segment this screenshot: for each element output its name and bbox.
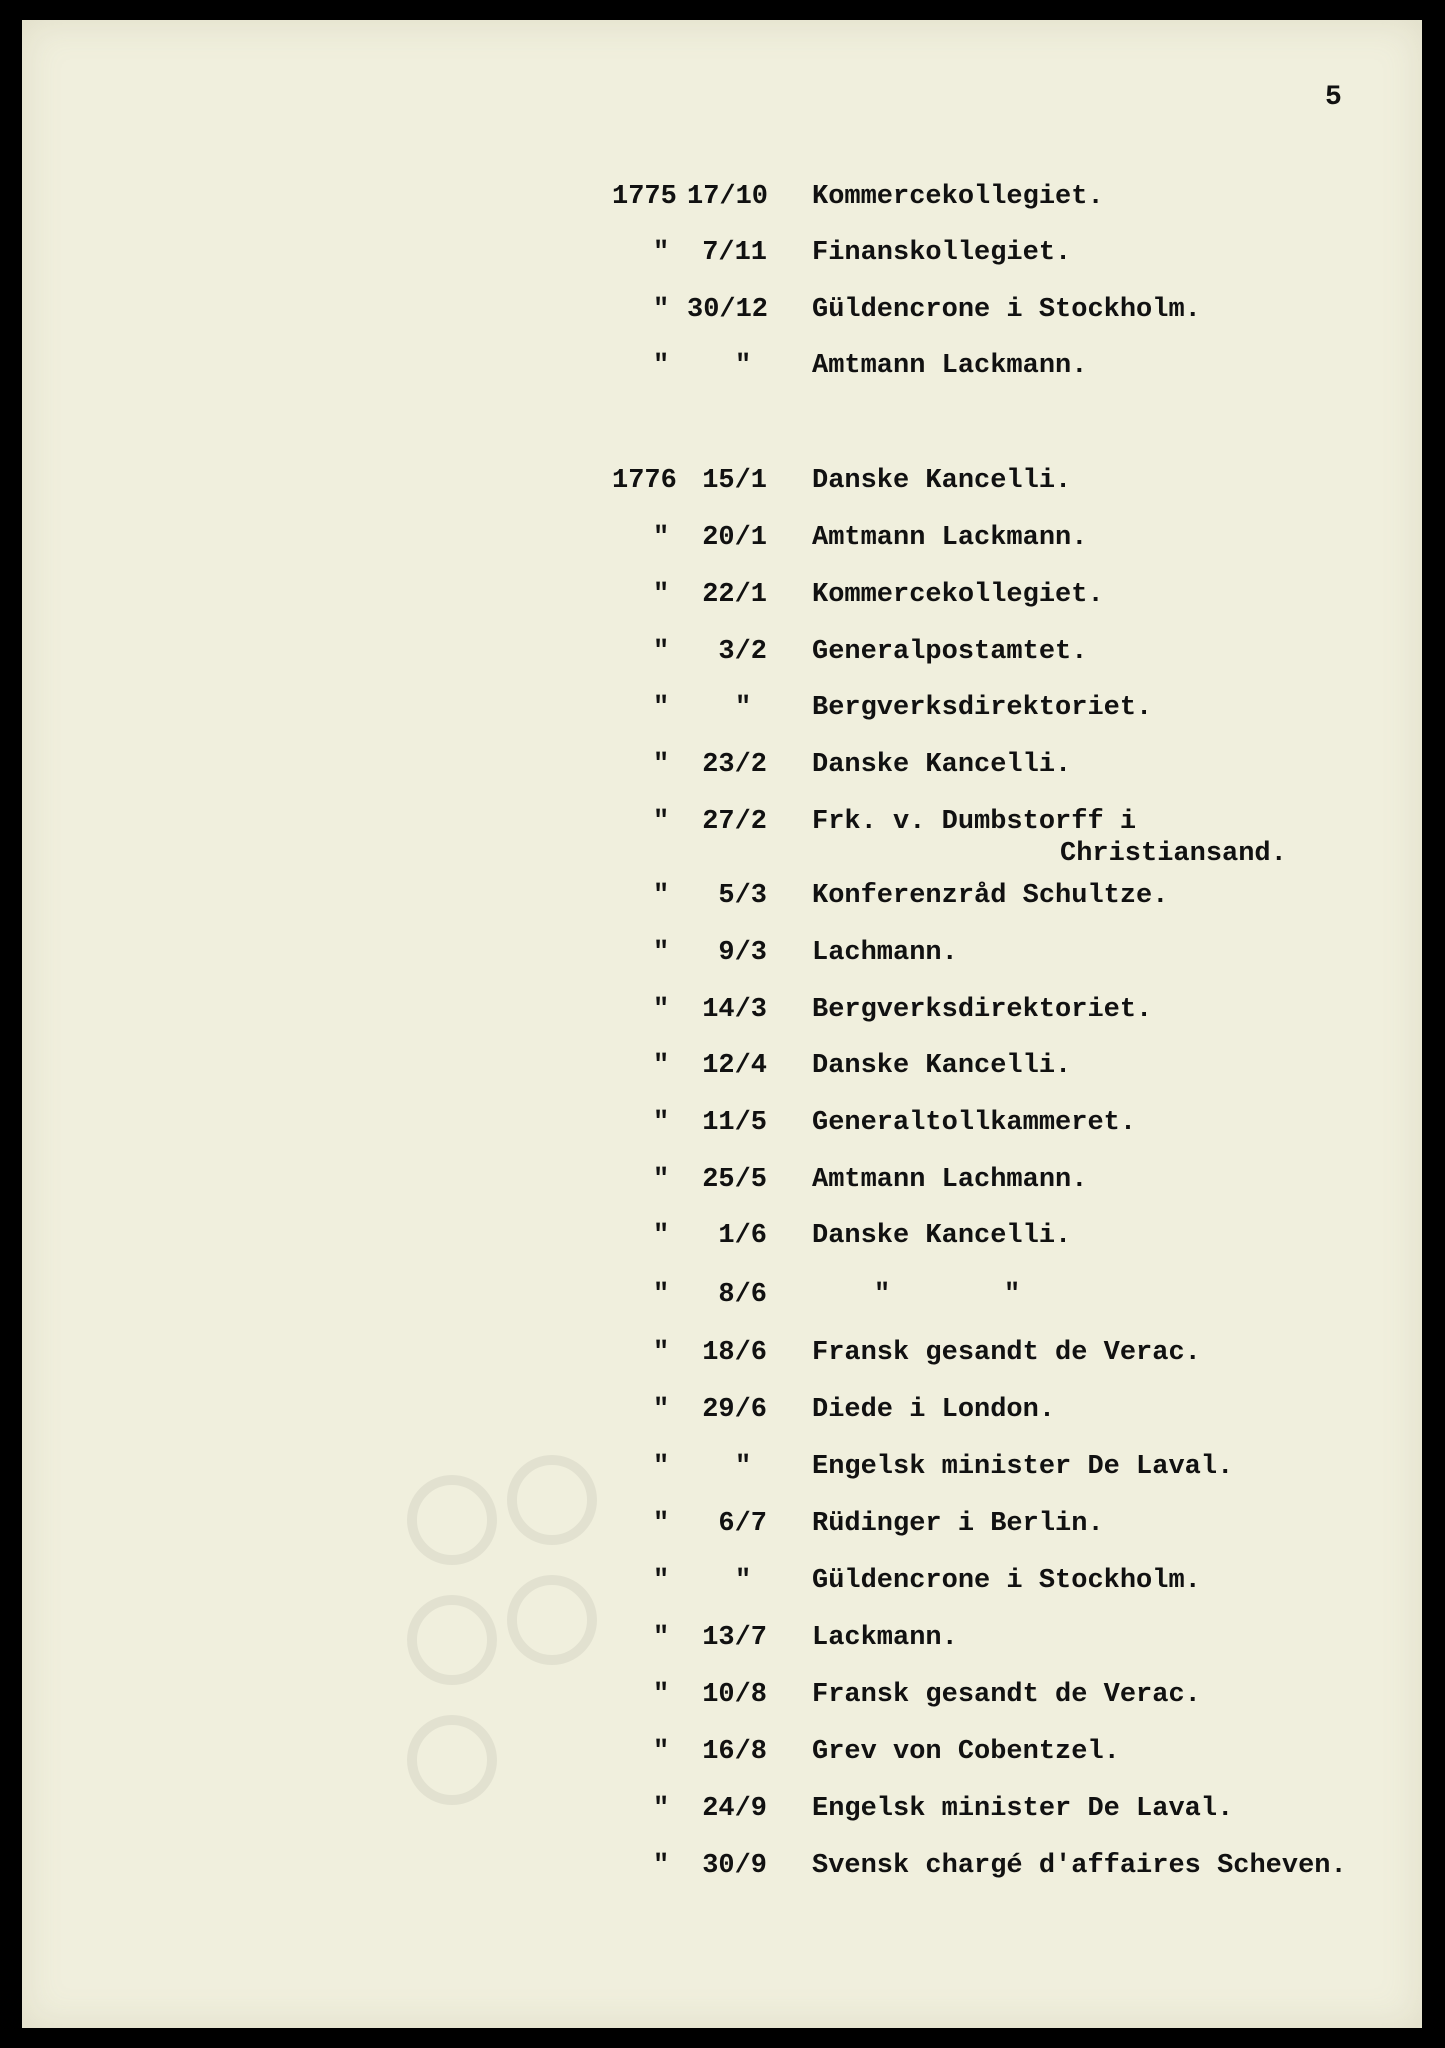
- entry-date: 8/6: [718, 1280, 767, 1310]
- entry-recipient: Engelsk minister De Laval.: [812, 1452, 1234, 1482]
- entry-date: 7/11: [702, 238, 767, 268]
- date-ditto-mark: ": [735, 693, 752, 723]
- entry-date: 3/2: [718, 637, 767, 667]
- year-ditto-mark: ": [653, 1794, 670, 1824]
- entry-recipient: Amtmann Lachmann.: [812, 1165, 1088, 1195]
- entry-year: 1775: [612, 182, 677, 212]
- entry-date: 30/12: [687, 295, 769, 325]
- entry-recipient: Amtmann Lackmann.: [812, 523, 1088, 553]
- date-ditto-mark: ": [735, 1452, 752, 1482]
- year-ditto-mark: ": [653, 1623, 670, 1653]
- entry-recipient: Generaltollkammeret.: [812, 1108, 1137, 1138]
- year-ditto-mark: ": [653, 750, 670, 780]
- entry-recipient: Kommercekollegiet.: [812, 182, 1104, 212]
- year-ditto-mark: ": [653, 938, 670, 968]
- year-ditto-mark: ": [653, 1680, 670, 1710]
- entry-recipient: Fransk gesandt de Verac.: [812, 1680, 1201, 1710]
- year-ditto-mark: ": [653, 1452, 670, 1482]
- entry-date: 15/1: [702, 466, 767, 496]
- year-ditto-mark: ": [653, 995, 670, 1025]
- year-ditto-mark: ": [653, 295, 670, 325]
- year-ditto-mark: ": [653, 1509, 670, 1539]
- entry-date: 23/2: [702, 750, 767, 780]
- entry-year: 1776: [612, 466, 677, 496]
- entry-recipient: Bergverksdirektoriet.: [812, 995, 1153, 1025]
- entry-date: 6/7: [718, 1509, 767, 1539]
- entry-recipient: Güldencrone i Stockholm.: [812, 295, 1201, 325]
- entry-date: 11/5: [702, 1108, 767, 1138]
- entry-date: 29/6: [702, 1395, 767, 1425]
- entry-recipient: Güldencrone i Stockholm.: [812, 1566, 1201, 1596]
- entry-recipient: Danske Kancelli.: [812, 750, 1072, 780]
- entry-recipient: Bergverksdirektoriet.: [812, 693, 1153, 723]
- year-ditto-mark: ": [653, 1737, 670, 1767]
- entry-date: 20/1: [702, 523, 767, 553]
- year-ditto-mark: ": [653, 1165, 670, 1195]
- entry-date: 17/10: [687, 182, 769, 212]
- entry-recipient: Svensk chargé d'affaires Scheven.: [812, 1851, 1347, 1881]
- entry-recipient: Kommercekollegiet.: [812, 580, 1104, 610]
- document-page: [22, 20, 1422, 2028]
- recipient-ditto-mark: ": [874, 1280, 891, 1310]
- year-ditto-mark: ": [653, 351, 670, 381]
- year-ditto-mark: ": [653, 1108, 670, 1138]
- entry-date: 9/3: [718, 938, 767, 968]
- year-ditto-mark: ": [653, 1851, 670, 1881]
- year-ditto-mark: ": [653, 637, 670, 667]
- entry-date: 22/1: [702, 580, 767, 610]
- year-ditto-mark: ": [653, 1280, 670, 1310]
- entry-recipient: Rüdinger i Berlin.: [812, 1509, 1104, 1539]
- year-ditto-mark: ": [653, 1338, 670, 1368]
- entry-date: 16/8: [702, 1737, 767, 1767]
- faint-stamp-watermark: [362, 220, 622, 1920]
- date-ditto-mark: ": [735, 351, 752, 381]
- recipient-ditto-mark: ": [1004, 1280, 1021, 1310]
- entry-date: 25/5: [702, 1165, 767, 1195]
- entry-date: 14/3: [702, 995, 767, 1025]
- entry-recipient: Engelsk minister De Laval.: [812, 1794, 1234, 1824]
- date-ditto-mark: ": [735, 1566, 752, 1596]
- entry-recipient: Danske Kancelli.: [812, 466, 1072, 496]
- entry-recipient-continued: Christiansand.: [1060, 839, 1287, 869]
- entry-date: 5/3: [718, 881, 767, 911]
- year-ditto-mark: ": [653, 1395, 670, 1425]
- entry-date: 1/6: [718, 1221, 767, 1251]
- entry-recipient: Grev von Cobentzel.: [812, 1737, 1120, 1767]
- entry-recipient: Lachmann.: [812, 938, 958, 968]
- year-ditto-mark: ": [653, 1221, 670, 1251]
- year-ditto-mark: ": [653, 807, 670, 837]
- entry-date: 18/6: [702, 1338, 767, 1368]
- year-ditto-mark: ": [653, 1566, 670, 1596]
- entry-recipient: Finanskollegiet.: [812, 238, 1072, 268]
- entry-recipient: Diede i London.: [812, 1395, 1056, 1425]
- year-ditto-mark: ": [653, 580, 670, 610]
- entry-date: 27/2: [702, 807, 767, 837]
- entry-recipient: Danske Kancelli.: [812, 1051, 1072, 1081]
- page-number: 5: [1325, 82, 1342, 113]
- year-ditto-mark: ": [653, 238, 670, 268]
- year-ditto-mark: ": [653, 881, 670, 911]
- year-ditto-mark: ": [653, 1051, 670, 1081]
- entry-recipient: Lackmann.: [812, 1623, 958, 1653]
- entry-recipient: Generalpostamtet.: [812, 637, 1088, 667]
- entry-recipient: Frk. v. Dumbstorff i: [812, 807, 1137, 837]
- entry-date: 12/4: [702, 1051, 767, 1081]
- entry-date: 10/8: [702, 1680, 767, 1710]
- entry-date: 24/9: [702, 1794, 767, 1824]
- entry-recipient: Amtmann Lackmann.: [812, 351, 1088, 381]
- entry-recipient: Konferenzråd Schultze.: [812, 881, 1169, 911]
- entry-recipient: Fransk gesandt de Verac.: [812, 1338, 1201, 1368]
- entry-recipient: Danske Kancelli.: [812, 1221, 1072, 1251]
- year-ditto-mark: ": [653, 693, 670, 723]
- entry-date: 30/9: [702, 1851, 767, 1881]
- year-ditto-mark: ": [653, 523, 670, 553]
- entry-date: 13/7: [702, 1623, 767, 1653]
